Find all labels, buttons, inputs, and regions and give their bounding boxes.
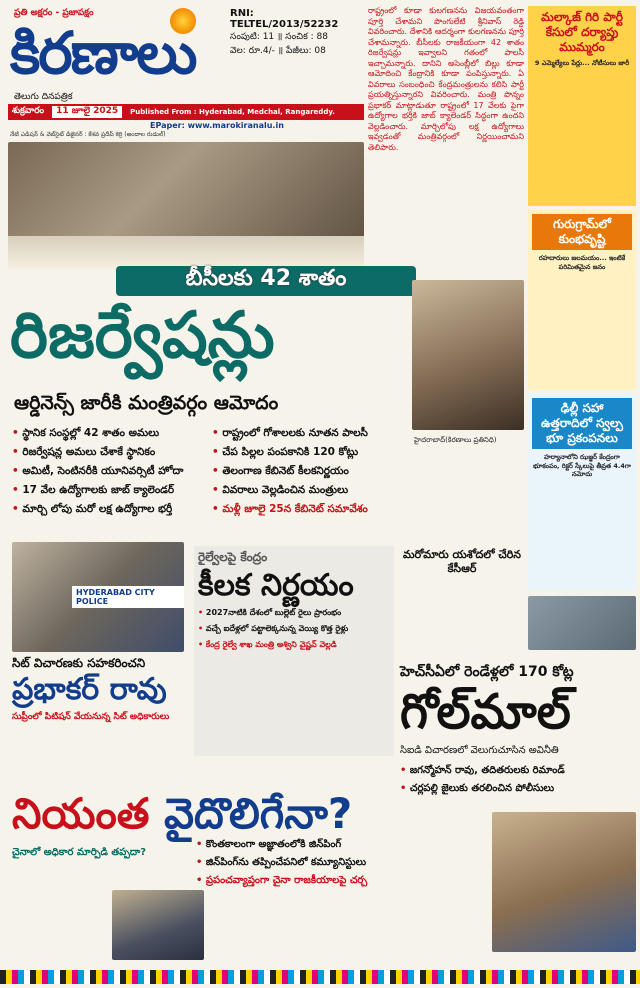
lead-story-text: రాష్ట్రంలో కూడా కులగణనను విజయవంతంగా పూర్తి చేశామని పొంగులేటి శ్రీనివాస్ రెడ్డి వివరించారు. దేశానికి ఆదర్శంగా కులగణనను పూర్తి చేశామన్నారు. బీసీలకు రాజకీయంగా 42 శాతం రిజర్వేషన్లు ఇవ్వాలని గతంలో పాలసీ ఇచ్చామన్నారు. దానిని అసెంబ్లీలో బిల్లు కూడా ఆమోదించి కేంద్రానికి కూడా పంపిస్తున్నారు. ఏ వివరాలు సంబంధించి కేంద్రమంత్రులను కలిసి పార్టీ ప్రయత్నిస్తున్నారని వివరించారు. మంత్రి పొన్నం ప్రభాకర్ మాట్లాడుతూ రాష్ట్రంలో 17 వేలకు పైగా ఉద్యోగాల భర్తీకి జాబ్ క్యాలెండర్ సిద్ధంగా ఉందని వెల్లడించారు. మార్చిలోపు లక్ష ఉద్యోగాలు ఇవ్వడంతో మంత్రివర్గంలో నిర్ణయించామని తెలిపారు.	[368, 6, 524, 152]
railway-box	[194, 546, 394, 756]
right-box-headline: మల్కాజ్ గిరి పార్టీ కేసులో దర్యాప్తు ముమ్మరం	[541, 10, 623, 54]
hca-bullet: • చర్లపల్లి జైలుకు తరలించిన పోలీసులు	[400, 780, 636, 798]
hca-deck: సిఐడి విచారణలో వెలుగుచూసిన అవినీతి	[400, 745, 559, 756]
right-box-gurugram	[528, 210, 636, 390]
lead-deck: ఆర్డినెన్స్ జారీకి మంత్రివర్గం ఆమోదం	[14, 392, 279, 414]
railway-kicker: రైల్వేలపై కేంద్రం	[198, 550, 268, 564]
police-photo	[12, 542, 184, 652]
xi-photo	[112, 890, 204, 960]
china-bullet: • కొంతకాలంగా అజ్ఞాతంలోకి జిన్‌పింగ్	[196, 836, 486, 854]
railway-headline: కీలక నిర్ణయం	[198, 568, 354, 603]
hca-bullet: • జగన్మోహన్ రావు, తదితరులకు రిమాండ్	[400, 762, 636, 780]
lead-bullet: • మళ్లీ జూలై 25న కేబినెట్ సమావేశం	[212, 500, 412, 519]
right-box-delhi-quake	[528, 394, 636, 590]
minister-portrait	[412, 280, 524, 430]
prabhakar-headline: ప్రభాకర్ రావు	[12, 672, 167, 707]
volume-line: సంపుటి: 11 ॥ సంచిక : 88	[230, 32, 328, 42]
masthead-tagline: ప్రతి అక్షరం - ప్రజాపక్షం	[14, 8, 94, 18]
page-count: పేజీలు: 08	[286, 46, 326, 56]
lead-headline: రిజర్వేషన్లు	[10, 299, 275, 373]
lead-bullet: • రాష్ట్రంలో గోశాలలకు నూతన పాలసీ	[212, 424, 412, 443]
china-headline-b: వైదొలిగేనా?	[164, 789, 353, 838]
lead-bullet: • చేప పిల్లల పంపకానికి 120 కోట్లు	[212, 443, 412, 462]
issue: సంచిక : 88	[285, 32, 328, 42]
china-bullet: • ప్రపంచవ్యాప్తంగా చైనా రాజకీయాలపై చర్చ	[196, 872, 486, 890]
right-box-malkajgiri	[528, 6, 636, 206]
print-line: నేటి ఎడిషన్ & వెబ్‌సైట్ డిజైనర్ : కేశవ ప్రదీప్ కెర్రి (అందాల రుడుల్)	[10, 131, 166, 138]
china-bullet: • జిన్‌పింగ్‌ను తప్పించేపనిలో కమ్యూనిస్టులు	[196, 854, 486, 872]
hca-kicker: హెచ్‌సీఏలో రెండేళ్లలో 170 కోట్ల	[400, 664, 574, 680]
kcr-headline: మరోమారు యశోదలో చేరిన కేసీఆర్	[403, 548, 521, 575]
right-box-headline: గురుగ్రామ్‌లో కుంభవృష్టి	[532, 214, 632, 250]
lead-bullet: • రిజర్వేషన్ల అమలు చేశాకే స్థానికం	[12, 443, 212, 462]
railway-bullet: • వచ్చే ఐదేళ్లలో పట్టాలెక్కనున్న వెయ్యి కొత్త రైళ్లు	[198, 621, 390, 637]
paper-logo: కిరణాలు	[10, 19, 196, 87]
epaper-link[interactable]: EPaper: www.marokiranalu.in	[150, 121, 284, 130]
china-deck: చైనాలో అధికార మార్పిడి తప్పదా?	[12, 847, 147, 858]
lead-bullet: • అమిటీ, సెంటినరీకి యూనివర్సిటీ హోదా	[12, 462, 212, 481]
date-band	[8, 104, 364, 120]
lead-kicker: బీసీలకు 42 శాతం	[116, 266, 416, 296]
rni-number: RNI: TELTEL/2013/52232	[230, 8, 339, 30]
hca-person-photo	[492, 812, 636, 952]
lead-bullet: • స్థానిక సంస్థల్లో 42 శాతం అమలు	[12, 424, 212, 443]
cabinet-meeting-photo	[8, 142, 364, 270]
china-headline	[12, 788, 352, 840]
hca-headline: గోల్‌మాల్	[400, 684, 571, 740]
railway-bullet: • 2027నాటికి దేశంలో బుల్లెట్ రైలు ప్రారంభం	[198, 605, 390, 621]
price-line: వెల: రూ.4/- ॥ పేజీలు: 08	[230, 46, 326, 56]
lead-continuation-text	[414, 436, 524, 524]
prabhakar-deck: సుప్రీంలో పిటిషన్ వేయనున్న సిట్ అధికారులు	[12, 712, 170, 722]
dateline: హైదరాబాద్(కిరణాలు ప్రతినిధి)	[414, 436, 497, 444]
lead-bullet: • వివరాలు వెల్లడించిన మంత్రులు	[212, 481, 412, 500]
police-banner: HYDERABAD CITY POLICE	[72, 586, 184, 608]
hca-bullets	[400, 762, 636, 798]
lead-bullet: • తెలంగాణ కేబినెట్ కీలకనిర్ణయం	[212, 462, 412, 481]
right-box-sub: 9 ఎమ్మెల్యేలు పేర్లు... నోటీసులు జారీ	[534, 59, 630, 67]
lead-bullets-right	[212, 424, 412, 519]
railway-bullet: • కేంద్ర రైల్వే శాఖ మంత్రి అశ్విని వైష్ణవ్ వెల్లడి	[198, 637, 390, 653]
lead-bullet: • మార్చి లోపు మరో లక్ష ఉద్యోగాల భర్తీ	[12, 500, 212, 519]
right-box-sub: రహదారులు జలమయం... ఇంటికే పరిమితమైన జనం	[538, 254, 626, 271]
lead-bullet: • 17 వేల ఉద్యోగాలకు జాబ్ క్యాలెండర్	[12, 481, 212, 500]
volume: సంపుటి: 11	[230, 32, 275, 42]
weekday: శుక్రవారం	[12, 106, 45, 116]
price: వెల: రూ.4/-	[230, 46, 275, 56]
published-from: Published From : Hyderabad, Medchal, Rangareddy.	[130, 108, 335, 116]
issue-date: 11 జూలై 2025	[52, 106, 122, 118]
print-color-strip	[0, 970, 640, 984]
prabhakar-kicker: సిట్ విచారణకు సహకరించని	[12, 656, 146, 670]
china-headline-a: నియంత	[12, 789, 150, 838]
china-bullets	[196, 836, 486, 890]
lead-bullets-left	[12, 424, 212, 519]
right-box-headline: ఢిల్లీ సహా ఉత్తరాదిలో స్వల్ప భూ ప్రకంపనలు	[532, 398, 632, 449]
hospital-photo	[528, 596, 636, 650]
right-box-sub: హర్యానాలోని ఝజ్జర్ కేంద్రంగా భూకంపం, రిక్టర్ స్కేలుపై తీవ్రత 4.4గా నమోదు	[533, 453, 631, 478]
masthead-subtitle: తెలుగు దినపత్రిక	[14, 92, 73, 102]
